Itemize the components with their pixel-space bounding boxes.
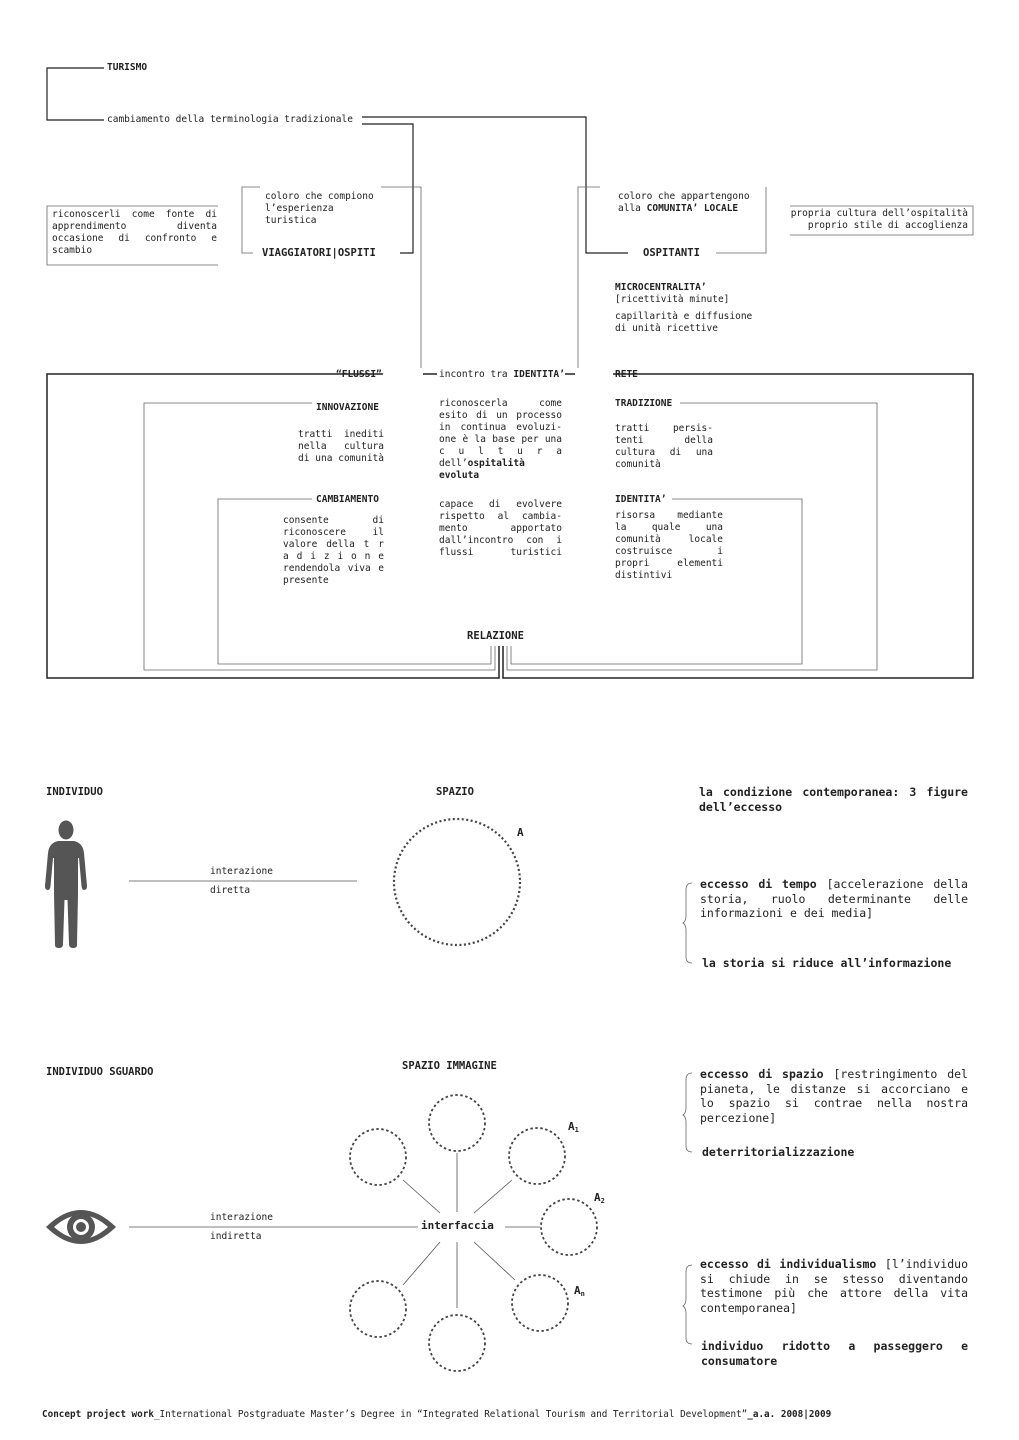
centro-text-2: capace di evolvere rispetto al cambia-mento apportato dall’incontro con i flussi turistici	[439, 499, 562, 558]
individuo-heading: INDIVIDUO	[46, 786, 103, 798]
turismo-label: TURISMO	[107, 62, 148, 73]
individuo-sguardo-heading: INDIVIDUO SGUARDO	[46, 1066, 154, 1078]
identita-title: IDENTITA’	[615, 494, 667, 505]
interazione-diretta-top: interazione	[210, 866, 273, 877]
relazione-label: RELAZIONE	[467, 630, 524, 642]
eye-icon	[44, 1203, 118, 1251]
a2-label: $A_2$	[594, 1191, 605, 1205]
microcentralita-sub: [ricettività minute]	[615, 294, 730, 305]
viaggiatori-ospiti-label: VIAGGIATORI|OSPITI	[262, 247, 376, 259]
condizione-title: la condizione contemporanea: 3 figure dell’eccesso	[699, 785, 968, 814]
ospitanti-label: OSPITANTI	[643, 247, 700, 259]
ospitanti-desc-2: alla COMUNITA’ LOCALE	[618, 203, 739, 214]
eccesso-tempo-conclusione: la storia si riduce all’informazione	[702, 956, 952, 970]
cambiamento-desc: consente di riconoscere il valore della t r a d i z i o n e rendendola viva e presente	[283, 515, 384, 586]
eccesso-individualismo: eccesso di individualismo [l’individuo si chiude in se stesso diventando testimone più che attore della vita contemporanea]	[700, 1257, 968, 1315]
eccesso-tempo: eccesso di tempo [accelerazione della storia, ruolo determinante delle informazioni e dei media]	[700, 877, 968, 920]
centro-text-1: riconoscerla come esito di un processo in continua evoluzi-one è la base per una c u l t u r a dell’ospitalità evoluta	[439, 398, 562, 481]
microcentralita-desc: capillarità e diffusione di unità ricettive	[615, 311, 753, 334]
innovazione-title: INNOVAZIONE	[316, 402, 379, 413]
ospitanti-note-2: proprio stile di accoglienza	[807, 220, 968, 231]
interazione-diretta-bottom: diretta	[210, 885, 251, 896]
person-icon	[42, 820, 90, 948]
microcentralita-title: MICROCENTRALITA’	[615, 282, 707, 293]
a1-label: $A_1$	[568, 1120, 579, 1134]
viaggiatori-desc: coloro che compiono l’esperienza turistica	[265, 191, 374, 226]
viaggiatori-note: riconoscerli come fonte di apprendimento diventa occasione di confronto e scambio	[52, 209, 217, 256]
interazione-indiretta-bottom: indiretta	[210, 1231, 262, 1242]
tradizione-desc: tratti persis-tenti della cultura di una comunità	[615, 423, 713, 470]
innovazione-desc: tratti inediti nella cultura di una comunità	[298, 429, 384, 464]
eccesso-spazio-conclusione: deterritorializzazione	[702, 1145, 855, 1159]
rete-label: RETE	[615, 369, 638, 380]
a-circle-label: A	[517, 826, 524, 839]
spazio-immagine-heading: SPAZIO IMMAGINE	[402, 1060, 497, 1072]
cambiamento-title: CAMBIAMENTO	[316, 494, 379, 505]
incontro-label: incontro tra IDENTITA’	[439, 369, 565, 380]
eccesso-spazio: eccesso di spazio [restringimento del pianeta, le distanze si accorciano e lo spazio si contrae nella nostra percezione]	[700, 1067, 968, 1125]
identita-desc: risorsa mediante la quale una comunità locale costruisce i propri elementi distintivi	[615, 510, 723, 581]
an-label: $A_n$	[574, 1284, 585, 1298]
interazione-indiretta-top: interazione	[210, 1212, 273, 1223]
interfaccia-label: interfaccia	[421, 1219, 494, 1232]
flussi-label: “FLUSSI”	[336, 369, 382, 380]
footer: Concept project work_International Postgraduate Master’s Degree in “Integrated Relational Tourism and Territorial Development”_a.a. 2008|2009	[42, 1409, 832, 1420]
spazio-heading: SPAZIO	[436, 786, 474, 798]
ospitanti-desc-1: coloro che appartengono	[618, 191, 750, 202]
cambiamento-terminologia-label: cambiamento della terminologia tradizionale	[107, 114, 353, 125]
ospitanti-note-1: propria cultura dell’ospitalità	[790, 208, 968, 219]
eccesso-individualismo-conclusione: individuo ridotto a passeggero e consumatore	[701, 1339, 968, 1368]
tradizione-title: TRADIZIONE	[615, 398, 673, 409]
